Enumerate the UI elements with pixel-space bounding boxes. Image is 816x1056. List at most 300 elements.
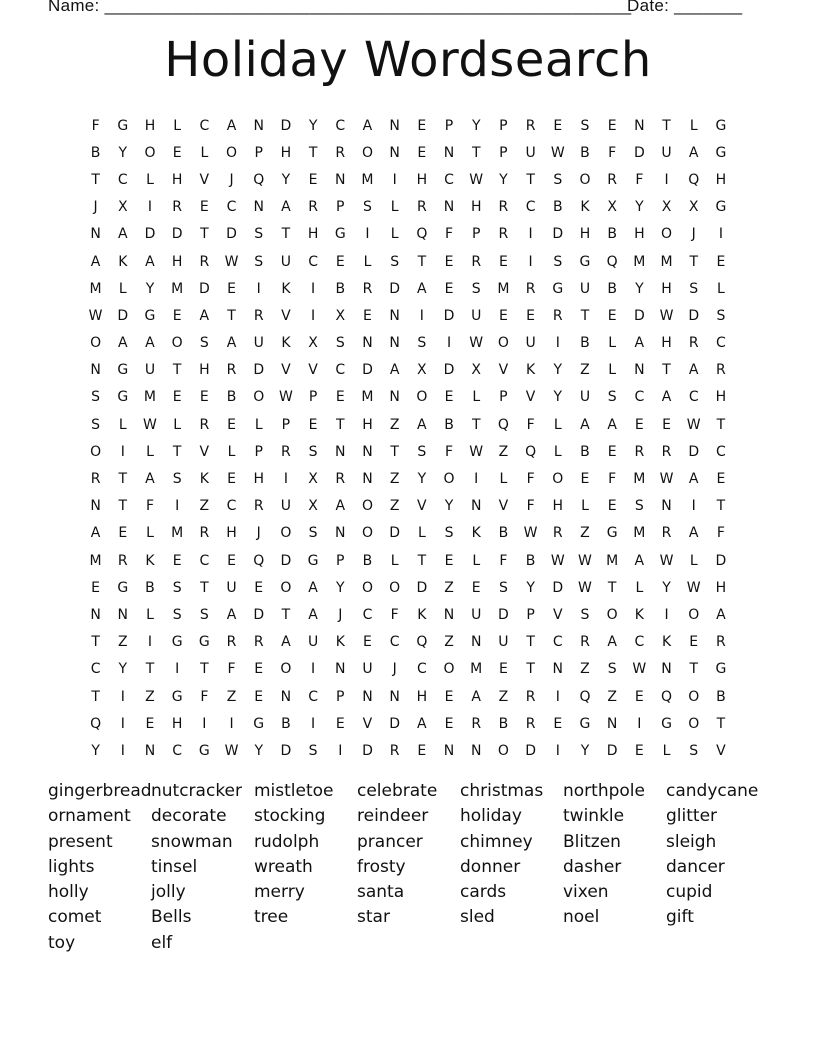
word-bank-item: noel: [563, 907, 600, 928]
grid-letter: O: [497, 742, 509, 759]
grid-letter: U: [280, 253, 292, 270]
grid-letter: T: [417, 253, 427, 270]
grid-letter: H: [715, 171, 727, 188]
grid-letter: F: [526, 471, 535, 488]
grid-row: [82, 194, 735, 221]
grid-letter: G: [715, 661, 727, 678]
grid-letter: A: [90, 525, 101, 542]
word-bank-item: Bells: [151, 907, 192, 928]
grid-letter: C: [199, 552, 210, 569]
grid-letter: E: [335, 389, 345, 406]
word-bank-item: candycane: [666, 781, 759, 801]
grid-letter: E: [526, 307, 536, 324]
grid-letter: E: [716, 253, 726, 270]
grid-letter: M: [89, 552, 102, 569]
grid-letter: I: [691, 498, 696, 515]
word-bank-item: snowman: [151, 831, 233, 852]
grid-row: [82, 683, 735, 710]
grid-letter: R: [199, 253, 210, 270]
grid-letter: E: [145, 715, 155, 732]
grid-letter: C: [199, 117, 210, 134]
word-bank-item: cupid: [666, 882, 713, 903]
grid-letter: H: [362, 416, 373, 433]
grid-letter: D: [226, 226, 237, 243]
grid-letter: N: [362, 335, 373, 352]
grid-letter: C: [308, 688, 318, 705]
grid-letter: E: [118, 525, 128, 542]
grid-letter: H: [552, 498, 564, 515]
grid-letter: X: [688, 199, 699, 216]
grid-letter: F: [526, 498, 535, 515]
grid-letter: D: [525, 742, 536, 759]
grid-letter: A: [688, 362, 699, 379]
grid-letter: I: [311, 661, 316, 678]
grid-letter: A: [281, 634, 291, 651]
grid-letter: E: [308, 416, 318, 433]
grid-letter: R: [226, 634, 237, 651]
grid-letter: R: [362, 280, 373, 297]
grid-letter: W: [578, 579, 592, 596]
grid-letter: Y: [118, 661, 128, 678]
grid-letter: E: [498, 307, 508, 324]
grid-letter: R: [498, 199, 509, 216]
grid-letter: B: [444, 416, 454, 433]
grid-letter: N: [117, 606, 129, 623]
letter-grid: [82, 112, 735, 765]
grid-letter: T: [471, 416, 481, 433]
grid-letter: M: [171, 525, 184, 542]
grid-letter: R: [525, 688, 536, 705]
grid-letter: Z: [580, 362, 590, 379]
grid-letter: G: [661, 715, 672, 732]
grid-letter: A: [308, 606, 318, 623]
grid-letter: E: [227, 416, 236, 433]
grid-letter: A: [226, 606, 237, 623]
grid-letter: K: [281, 335, 291, 352]
word-bank-item: sleigh: [666, 831, 717, 852]
grid-letter: F: [390, 606, 399, 623]
word-bank-item: donner: [460, 856, 521, 877]
word-bank-item: merry: [254, 882, 305, 903]
word-bank-item: stocking: [254, 806, 326, 827]
grid-letter: X: [335, 307, 346, 324]
word-bank-item: tree: [254, 907, 289, 928]
grid-letter: S: [172, 471, 182, 488]
grid-letter: S: [634, 498, 644, 515]
grid-letter: A: [117, 335, 128, 352]
grid-row: [82, 574, 735, 601]
grid-letter: R: [607, 171, 618, 188]
grid-letter: A: [145, 335, 155, 352]
grid-letter: Q: [688, 171, 700, 188]
grid-letter: D: [198, 280, 210, 297]
grid-letter: D: [606, 742, 618, 759]
grid-letter: O: [144, 144, 156, 161]
grid-letter: B: [525, 552, 536, 569]
word-bank-item: jolly: [151, 882, 186, 903]
grid-letter: W: [278, 389, 293, 406]
grid-letter: F: [608, 144, 617, 161]
grid-letter: V: [308, 362, 318, 379]
grid-letter: E: [580, 471, 590, 488]
grid-letter: P: [526, 606, 535, 623]
grid-letter: Z: [389, 416, 400, 433]
grid-letter: T: [281, 606, 291, 623]
grid-letter: K: [526, 362, 536, 379]
grid-letter: R: [552, 307, 563, 324]
grid-letter: Y: [471, 117, 481, 134]
grid-letter: L: [689, 117, 698, 134]
grid-letter: I: [446, 335, 452, 352]
grid-letter: E: [199, 199, 209, 216]
grid-letter: S: [199, 606, 209, 623]
grid-letter: H: [715, 389, 727, 406]
word-bank-item: dancer: [666, 856, 725, 877]
grid-letter: E: [172, 389, 182, 406]
grid-letter: N: [335, 661, 346, 678]
grid-letter: E: [444, 715, 454, 732]
word-bank-item: holiday: [460, 806, 522, 827]
grid-letter: Q: [606, 253, 618, 270]
grid-letter: N: [389, 688, 400, 705]
grid-letter: H: [416, 171, 428, 188]
grid-letter: G: [307, 552, 319, 569]
grid-letter: E: [199, 389, 209, 406]
grid-letter: D: [389, 280, 401, 297]
grid-letter: W: [686, 579, 701, 596]
grid-letter: P: [336, 552, 345, 569]
word-bank-item: Blitzen: [563, 831, 621, 852]
grid-letter: M: [633, 525, 646, 542]
grid-letter: H: [470, 199, 482, 216]
grid-letter: I: [175, 498, 180, 515]
grid-letter: X: [117, 199, 128, 216]
grid-letter: E: [634, 742, 644, 759]
grid-letter: P: [336, 199, 345, 216]
grid-row: [82, 302, 735, 329]
grid-letter: G: [198, 742, 210, 759]
grid-letter: I: [474, 471, 479, 488]
grid-letter: O: [688, 688, 700, 705]
grid-letter: I: [147, 634, 153, 651]
grid-letter: O: [226, 144, 238, 161]
grid-letter: N: [144, 742, 156, 759]
grid-letter: N: [90, 362, 101, 379]
grid-letter: T: [91, 634, 100, 651]
grid-letter: P: [444, 117, 454, 134]
grid-letter: A: [607, 634, 617, 651]
grid-letter: H: [144, 117, 156, 134]
grid-letter: D: [498, 606, 509, 623]
grid-letter: J: [229, 171, 234, 188]
grid-letter: Z: [607, 688, 617, 705]
grid-letter: O: [361, 498, 373, 515]
grid-letter: A: [634, 552, 645, 569]
grid-letter: G: [171, 688, 183, 705]
grid-letter: U: [471, 307, 482, 324]
grid-letter: O: [361, 579, 373, 596]
grid-letter: D: [253, 606, 265, 623]
grid-letter: T: [716, 498, 726, 515]
grid-letter: C: [335, 117, 346, 134]
grid-letter: H: [171, 715, 183, 732]
grid-letter: R: [552, 525, 563, 542]
grid-letter: A: [634, 335, 645, 352]
grid-letter: S: [390, 253, 400, 270]
grid-letter: Z: [444, 579, 454, 596]
grid-letter: R: [389, 742, 400, 759]
grid-letter: N: [389, 307, 400, 324]
grid-letter: T: [308, 144, 318, 161]
grid-letter: I: [202, 715, 207, 732]
word-bank-item: northpole: [563, 781, 645, 801]
grid-letter: F: [445, 443, 454, 460]
grid-letter: R: [253, 498, 264, 515]
grid-letter: T: [607, 579, 617, 596]
grid-letter: C: [172, 742, 183, 759]
grid-letter: L: [417, 525, 426, 542]
grid-letter: E: [172, 552, 182, 569]
grid-letter: P: [254, 144, 263, 161]
grid-letter: L: [390, 552, 399, 569]
grid-letter: I: [365, 226, 370, 243]
grid-letter: E: [172, 144, 182, 161]
grid-letter: S: [607, 661, 617, 678]
grid-letter: B: [335, 280, 346, 297]
grid-letter: D: [280, 117, 292, 134]
grid-letter: S: [91, 416, 101, 433]
grid-letter: M: [171, 280, 184, 297]
grid-letter: T: [662, 117, 671, 134]
grid-letter: L: [472, 389, 481, 406]
grid-letter: L: [200, 144, 209, 161]
grid-letter: R: [335, 471, 346, 488]
grid-row: [82, 547, 735, 574]
grid-letter: M: [633, 253, 646, 270]
grid-letter: M: [143, 389, 157, 406]
grid-letter: O: [688, 715, 700, 732]
grid-letter: F: [200, 688, 209, 705]
grid-letter: R: [199, 525, 210, 542]
grid-letter: R: [661, 525, 672, 542]
grid-letter: A: [362, 117, 373, 134]
grid-letter: S: [444, 525, 454, 542]
grid-letter: Y: [91, 742, 100, 759]
grid-letter: L: [689, 552, 698, 569]
grid-letter: G: [579, 715, 591, 732]
grid-row: [82, 656, 735, 683]
grid-letter: G: [715, 144, 727, 161]
grid-letter: I: [311, 307, 316, 324]
grid-letter: N: [335, 525, 346, 542]
grid-letter: N: [443, 144, 455, 161]
grid-letter: A: [90, 253, 101, 270]
grid-letter: A: [226, 117, 237, 134]
grid-letter: Z: [199, 498, 210, 515]
grid-letter: D: [253, 362, 265, 379]
grid-letter: G: [198, 634, 210, 651]
grid-letter: R: [471, 715, 482, 732]
grid-letter: N: [90, 226, 101, 243]
grid-letter: E: [335, 715, 345, 732]
grid-letter: L: [227, 443, 236, 460]
grid-letter: T: [281, 226, 291, 243]
grid-letter: C: [716, 443, 726, 460]
grid-letter: I: [311, 280, 316, 297]
grid-letter: B: [362, 552, 373, 569]
grid-letter: G: [117, 579, 129, 596]
grid-letter: N: [634, 117, 645, 134]
grid-letter: N: [443, 742, 455, 759]
grid-letter: U: [307, 634, 319, 651]
grid-letter: L: [146, 443, 154, 460]
grid-letter: C: [444, 171, 454, 188]
grid-letter: A: [145, 471, 155, 488]
grid-letter: A: [281, 199, 291, 216]
grid-letter: F: [716, 525, 725, 542]
grid-letter: M: [660, 253, 673, 270]
grid-letter: G: [606, 525, 618, 542]
grid-letter: L: [363, 253, 372, 270]
grid-letter: B: [498, 525, 509, 542]
grid-letter: D: [416, 579, 428, 596]
grid-letter: L: [146, 525, 154, 542]
grid-row: [82, 166, 735, 193]
grid-letter: C: [226, 199, 237, 216]
grid-letter: G: [715, 199, 727, 216]
grid-letter: O: [361, 144, 373, 161]
grid-letter: G: [117, 389, 129, 406]
grid-letter: Q: [525, 443, 537, 460]
grid-letter: E: [553, 715, 563, 732]
grid-letter: Z: [389, 471, 400, 488]
grid-letter: R: [117, 552, 128, 569]
word-bank-item: sled: [460, 907, 495, 928]
grid-letter: Q: [497, 416, 509, 433]
grid-letter: F: [145, 498, 154, 515]
grid-row: [82, 601, 735, 628]
grid-letter: Y: [118, 144, 128, 161]
grid-letter: G: [253, 715, 265, 732]
grid-letter: X: [607, 199, 617, 216]
grid-letter: Z: [117, 634, 128, 651]
grid-letter: Y: [635, 280, 644, 297]
grid-letter: R: [716, 634, 726, 651]
grid-letter: Y: [553, 362, 563, 379]
grid-row: [82, 275, 735, 302]
grid-letter: T: [580, 307, 590, 324]
grid-letter: I: [175, 661, 180, 678]
grid-letter: L: [472, 552, 481, 569]
word-bank-item: decorate: [151, 806, 227, 827]
grid-letter: F: [227, 661, 236, 678]
grid-letter: C: [117, 171, 128, 188]
grid-letter: B: [552, 199, 563, 216]
word-bank-item: vixen: [563, 882, 609, 903]
grid-letter: T: [172, 362, 182, 379]
grid-letter: U: [525, 144, 536, 161]
grid-letter: Q: [661, 688, 673, 705]
grid-letter: S: [553, 171, 563, 188]
grid-letter: H: [171, 171, 183, 188]
grid-letter: U: [498, 634, 509, 651]
grid-letter: F: [635, 171, 644, 188]
grid-letter: Y: [635, 199, 644, 216]
grid-letter: H: [416, 688, 428, 705]
grid-letter: R: [525, 715, 536, 732]
grid-letter: I: [147, 199, 153, 216]
word-bank-item: chimney: [460, 831, 533, 852]
grid-letter: I: [528, 253, 533, 270]
grid-letter: E: [634, 416, 644, 433]
grid-letter: W: [550, 144, 565, 161]
grid-letter: T: [91, 688, 100, 705]
grid-letter: S: [172, 579, 182, 596]
grid-letter: G: [552, 280, 564, 297]
grid-letter: O: [280, 579, 292, 596]
grid-letter: T: [172, 443, 182, 460]
grid-letter: C: [716, 335, 726, 352]
grid-letter: D: [552, 226, 564, 243]
grid-letter: C: [335, 362, 346, 379]
grid-letter: I: [419, 307, 424, 324]
grid-row: [82, 411, 735, 438]
grid-letter: G: [579, 253, 591, 270]
grid-letter: O: [171, 335, 183, 352]
grid-letter: S: [580, 117, 590, 134]
grid-letter: A: [688, 144, 699, 161]
grid-letter: N: [470, 498, 482, 515]
grid-letter: Z: [145, 688, 155, 705]
grid-letter: O: [90, 443, 102, 460]
grid-letter: N: [389, 335, 400, 352]
grid-letter: M: [633, 471, 646, 488]
grid-letter: L: [635, 579, 644, 596]
grid-letter: N: [470, 634, 482, 651]
grid-letter: B: [607, 280, 617, 297]
grid-letter: S: [580, 606, 590, 623]
grid-letter: U: [280, 498, 292, 515]
grid-letter: S: [716, 307, 726, 324]
grid-letter: E: [498, 661, 508, 678]
grid-letter: R: [580, 634, 590, 651]
word-bank-item: comet: [48, 907, 102, 928]
grid-letter: J: [338, 606, 343, 623]
grid-letter: T: [390, 443, 399, 460]
word-bank-item: celebrate: [357, 781, 438, 801]
grid-letter: B: [580, 335, 590, 352]
grid-letter: V: [525, 389, 536, 406]
grid-letter: A: [417, 715, 427, 732]
grid-letter: D: [443, 362, 455, 379]
grid-letter: S: [308, 443, 318, 460]
grid-letter: W: [632, 661, 647, 678]
word-bank-item: lights: [48, 856, 95, 877]
grid-letter: A: [471, 688, 481, 705]
grid-letter: A: [580, 416, 590, 433]
grid-letter: N: [362, 471, 373, 488]
word-bank-item: prancer: [357, 831, 423, 852]
grid-letter: I: [120, 715, 125, 732]
grid-letter: E: [254, 688, 264, 705]
grid-letter: T: [526, 171, 535, 188]
grid-letter: G: [171, 634, 183, 651]
grid-letter: W: [88, 307, 103, 324]
grid-letter: Q: [253, 552, 265, 569]
word-bank-item: gingerbread: [48, 781, 152, 801]
grid-letter: P: [471, 226, 481, 243]
grid-letter: T: [200, 226, 209, 243]
